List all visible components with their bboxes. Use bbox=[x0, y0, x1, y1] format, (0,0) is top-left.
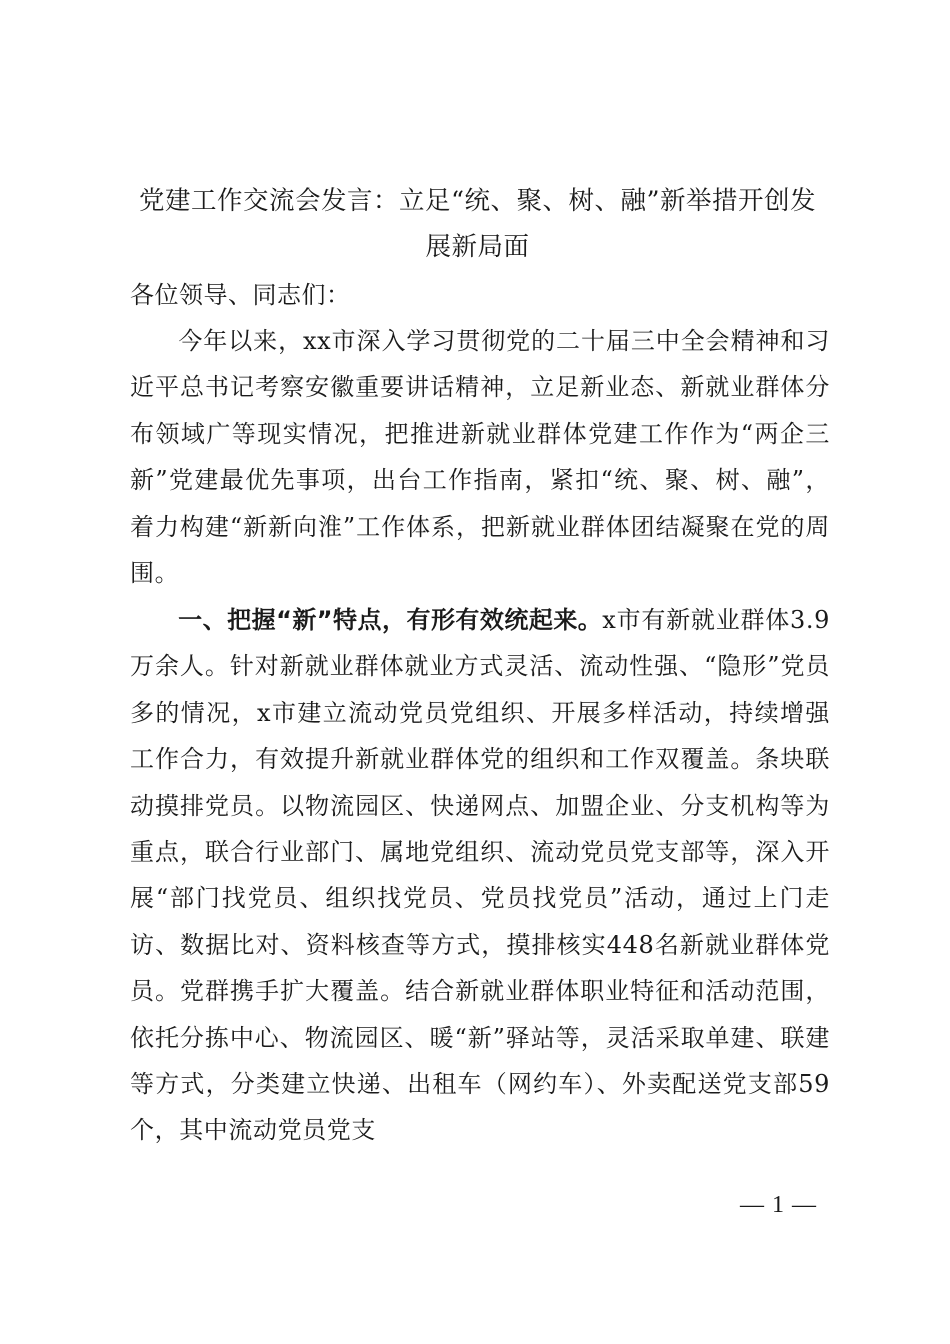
page-number: — 1 — bbox=[740, 1192, 817, 1218]
section-1-paragraph bbox=[130, 597, 830, 1154]
section-1-body: x市有新就业群体3.9万余人。针对新就业群体就业方式灵活、流动性强、“隐形”党员多的情况，x市建立流动党员党组织、开展多样活动，持续增强工作合力，有效提升新就业群体党的组织和工作双覆盖。条块联动摸排党员。以物流园区、快递网点、加盟企业、分支机构等为重点，联合行业部门、属地党组织、流动党员党支部等，深入开展“部门找党员、组织找党员、党员找党员”活动，通过上门走访、数据比对、资料核查等方式，摸排核实448名新就业群体党员。党群携手扩大覆盖。结合新就业群体职业特征和活动范围，依托分拣中心、物流园区、暖“新”驿站等，灵活采取单建、联建等方式，分类建立快递、出租车（网约车）、外卖配送党支部59个，其中流动党员党支 bbox=[130, 606, 830, 1145]
greeting: 各位领导、同志们： bbox=[130, 281, 351, 309]
intro-text: 今年以来，xx市深入学习贯彻党的二十届三中全会精神和习近平总书记考察安徽重要讲话精神，立足新业态、新就业群体分布领域广等现实情况，把推进新就业群体党建工作作为“两企三新”党建最优先事项，出台工作指南，紧扣“统、聚、树、融”，着力构建“新新向淮”工作体系，把新就业群体团结凝聚在党的周围。 bbox=[130, 327, 830, 588]
document-title: 党建工作交流会发言：立足“统、聚、树、融”新举措开创发展新局面 bbox=[138, 186, 817, 262]
section-1-heading: 一、把握“新”特点，有形有效统起来。 bbox=[178, 606, 603, 634]
intro-paragraph bbox=[130, 318, 830, 596]
